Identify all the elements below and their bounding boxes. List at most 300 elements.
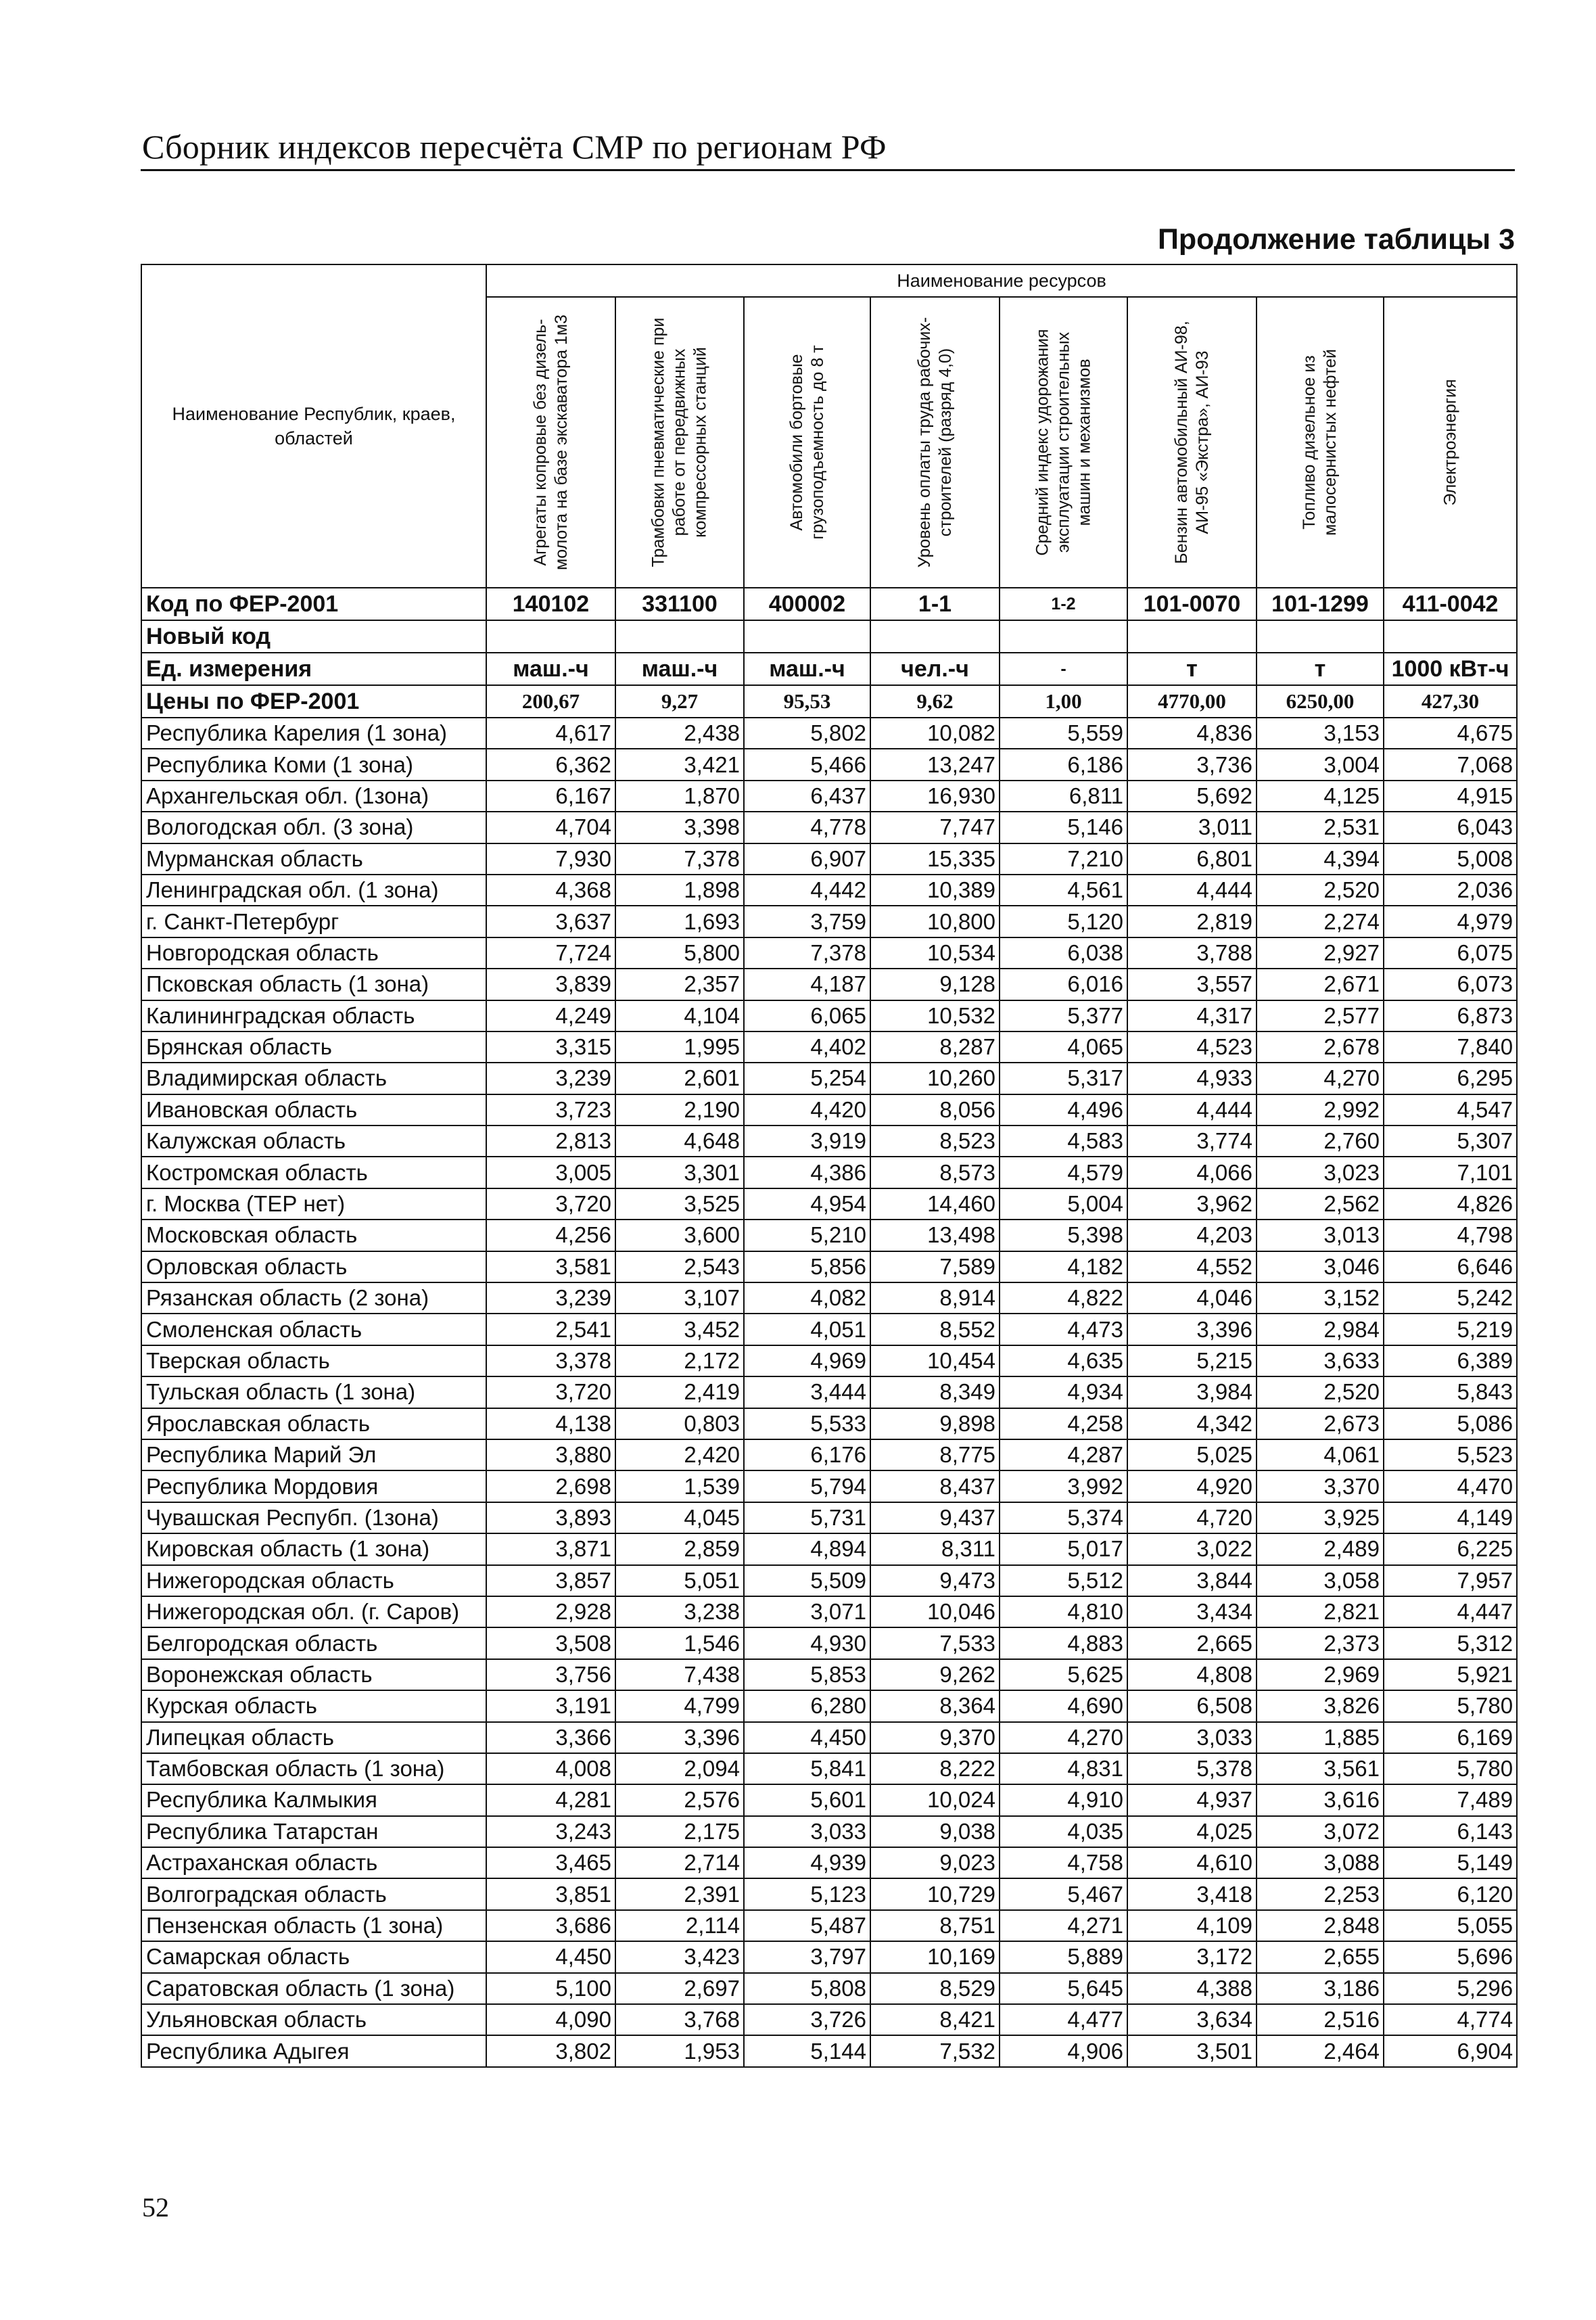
- index-value: 5,146: [1000, 812, 1127, 843]
- region-name: Брянская область: [141, 1031, 486, 1063]
- index-value: 4,933: [1127, 1063, 1257, 1094]
- index-value: 4,937: [1127, 1784, 1257, 1815]
- index-value: 4,920: [1127, 1470, 1257, 1502]
- table-row: [141, 937, 1517, 969]
- index-value: 1,546: [615, 1627, 744, 1658]
- index-value: 5,487: [744, 1910, 870, 1941]
- meta-cell: [1257, 620, 1384, 653]
- index-value: 6,169: [1384, 1722, 1517, 1753]
- index-value: 4,450: [744, 1722, 870, 1753]
- index-value: 3,774: [1127, 1126, 1257, 1157]
- index-value: 4,187: [744, 969, 870, 1000]
- index-value: 4,256: [486, 1220, 615, 1251]
- region-name: Тверская область: [141, 1345, 486, 1376]
- resources-group-header: Наименование ресурсов: [486, 264, 1517, 297]
- index-value: 3,616: [1257, 1784, 1384, 1815]
- region-name: Архангельская обл. (1зона): [141, 781, 486, 812]
- index-value: 7,840: [1384, 1031, 1517, 1063]
- index-value: 5,215: [1127, 1345, 1257, 1376]
- index-value: 10,169: [870, 1941, 1000, 1972]
- meta-cell: 101-1299: [1257, 588, 1384, 620]
- index-value: 4,270: [1000, 1722, 1127, 1753]
- index-value: 2,520: [1257, 875, 1384, 906]
- index-value: 2,175: [615, 1816, 744, 1847]
- meta-cell: [870, 620, 1000, 653]
- index-value: 3,191: [486, 1690, 615, 1721]
- index-value: 6,038: [1000, 937, 1127, 969]
- region-name: Калужская область: [141, 1126, 486, 1157]
- index-value: 3,851: [486, 1878, 615, 1909]
- index-value: 8,523: [870, 1126, 1000, 1157]
- index-value: 4,203: [1127, 1220, 1257, 1251]
- index-value: 3,633: [1257, 1345, 1384, 1376]
- index-value: 2,253: [1257, 1878, 1384, 1909]
- index-value: 4,066: [1127, 1157, 1257, 1188]
- header-rule: [141, 169, 1515, 171]
- index-value: 3,768: [615, 2004, 744, 2035]
- index-value: 3,797: [744, 1941, 870, 1972]
- index-value: 2,698: [486, 1470, 615, 1502]
- region-name: Нижегородская обл. (г. Саров): [141, 1596, 486, 1627]
- index-value: 2,813: [486, 1126, 615, 1157]
- table-row: [141, 1408, 1517, 1439]
- index-value: 1,539: [615, 1470, 744, 1502]
- index-value: 6,646: [1384, 1251, 1517, 1282]
- table-row: [141, 1722, 1517, 1753]
- index-value: 3,033: [744, 1816, 870, 1847]
- index-value: 5,800: [615, 937, 744, 969]
- index-value: 3,925: [1257, 1502, 1384, 1533]
- index-value: 4,799: [615, 1690, 744, 1721]
- index-value: 4,473: [1000, 1314, 1127, 1345]
- region-name: Пензенская область (1 зона): [141, 1910, 486, 1941]
- region-name: Смоленская область: [141, 1314, 486, 1345]
- index-value: 4,035: [1000, 1816, 1127, 1847]
- group-header-row: [141, 264, 1517, 297]
- column-header-label: Трамбовки пневматические при работе от передвижных компрессорных станций: [649, 317, 710, 567]
- index-value: 5,219: [1384, 1314, 1517, 1345]
- fer-code-row: [141, 588, 1517, 620]
- index-value: 4,109: [1127, 1910, 1257, 1941]
- index-value: 4,317: [1127, 1000, 1257, 1031]
- index-value: 9,262: [870, 1659, 1000, 1690]
- index-value: 7,378: [744, 937, 870, 969]
- index-value: 5,374: [1000, 1502, 1127, 1533]
- index-value: 5,889: [1000, 1941, 1127, 1972]
- index-value: 3,452: [615, 1314, 744, 1345]
- index-value: 4,368: [486, 875, 615, 906]
- index-value: 3,238: [615, 1596, 744, 1627]
- region-name: Белгородская область: [141, 1627, 486, 1658]
- index-value: 5,123: [744, 1878, 870, 1909]
- table-row: [141, 1000, 1517, 1031]
- index-value: 4,547: [1384, 1094, 1517, 1126]
- column-header-label: Средний индекс удорожания эксплуатации строительных машин и механизмов: [1033, 329, 1094, 556]
- index-value: 2,928: [486, 1596, 615, 1627]
- table-row: [141, 875, 1517, 906]
- index-value: 2,531: [1257, 812, 1384, 843]
- index-value: 7,378: [615, 843, 744, 875]
- index-value: 2,819: [1127, 906, 1257, 937]
- index-value: 10,389: [870, 875, 1000, 906]
- index-value: 4,420: [744, 1094, 870, 1126]
- index-value: 5,100: [486, 1973, 615, 2004]
- index-value: 2,114: [615, 1910, 744, 1941]
- index-value: 5,466: [744, 749, 870, 780]
- table-continuation-label: Продолжение таблицы 3: [1157, 223, 1515, 256]
- index-value: 3,759: [744, 906, 870, 937]
- index-value: 4,394: [1257, 843, 1384, 875]
- index-value: 2,821: [1257, 1596, 1384, 1627]
- index-value: 9,437: [870, 1502, 1000, 1533]
- meta-cell: 1000 кВт-ч: [1384, 653, 1517, 685]
- index-value: 3,893: [486, 1502, 615, 1533]
- table-row: [141, 1753, 1517, 1784]
- meta-cell: 101-0070: [1127, 588, 1257, 620]
- index-value: 4,444: [1127, 1094, 1257, 1126]
- column-header: [486, 297, 615, 588]
- index-value: 3,152: [1257, 1282, 1384, 1314]
- column-header-label: Топливо дизельное из малосернистых нефтей: [1300, 348, 1340, 536]
- region-name: Новгородская область: [141, 937, 486, 969]
- index-value: 4,008: [486, 1753, 615, 1784]
- index-value: 3,315: [486, 1031, 615, 1063]
- index-value: 2,543: [615, 1251, 744, 1282]
- index-value: 6,225: [1384, 1533, 1517, 1564]
- index-value: 4,826: [1384, 1188, 1517, 1220]
- index-value: 8,914: [870, 1282, 1000, 1314]
- table-row: [141, 1847, 1517, 1878]
- table-row: [141, 1345, 1517, 1376]
- index-value: 5,120: [1000, 906, 1127, 937]
- column-header: [1257, 297, 1384, 588]
- index-value: 3,720: [486, 1376, 615, 1408]
- index-value: 4,583: [1000, 1126, 1127, 1157]
- index-value: 2,190: [615, 1094, 744, 1126]
- table-row: [141, 1690, 1517, 1721]
- table-row: [141, 2004, 1517, 2035]
- index-value: 6,186: [1000, 749, 1127, 780]
- index-value: 3,871: [486, 1533, 615, 1564]
- index-value: 4,648: [615, 1126, 744, 1157]
- index-value: 5,843: [1384, 1376, 1517, 1408]
- index-value: 3,581: [486, 1251, 615, 1282]
- index-value: 4,675: [1384, 718, 1517, 749]
- index-value: 10,534: [870, 937, 1000, 969]
- index-value: 6,073: [1384, 969, 1517, 1000]
- meta-cell: [1127, 620, 1257, 653]
- region-name: Московская область: [141, 1220, 486, 1251]
- index-value: 3,726: [744, 2004, 870, 2035]
- meta-cell: 400002: [744, 588, 870, 620]
- index-value: 3,984: [1127, 1376, 1257, 1408]
- column-header-label: Бензин автомобильный АИ-98, АИ-95 «Экстра», АИ-93: [1171, 321, 1212, 564]
- meta-cell: -: [1000, 653, 1127, 685]
- index-value: 4,065: [1000, 1031, 1127, 1063]
- index-value: 2,601: [615, 1063, 744, 1094]
- index-value: 6,437: [744, 781, 870, 812]
- index-value: 2,541: [486, 1314, 615, 1345]
- index-value: 14,460: [870, 1188, 1000, 1220]
- index-value: 4,270: [1257, 1063, 1384, 1094]
- index-value: 5,055: [1384, 1910, 1517, 1941]
- index-value: 4,061: [1257, 1439, 1384, 1470]
- region-name: Волгоградская область: [141, 1878, 486, 1909]
- index-value: 3,023: [1257, 1157, 1384, 1188]
- index-value: 7,101: [1384, 1157, 1517, 1188]
- index-value: 3,418: [1127, 1878, 1257, 1909]
- index-value: 4,836: [1127, 718, 1257, 749]
- index-value: 7,589: [870, 1251, 1000, 1282]
- index-value: 2,714: [615, 1847, 744, 1878]
- meta-cell: маш.-ч: [486, 653, 615, 685]
- index-value: 9,473: [870, 1565, 1000, 1596]
- index-value: 5,296: [1384, 1973, 1517, 2004]
- index-value: 5,601: [744, 1784, 870, 1815]
- index-value: 2,373: [1257, 1627, 1384, 1658]
- table-row: [141, 843, 1517, 875]
- index-value: 5,921: [1384, 1659, 1517, 1690]
- region-name: Рязанская область (2 зона): [141, 1282, 486, 1314]
- index-value: 4,090: [486, 2004, 615, 2035]
- index-value: 5,025: [1127, 1439, 1257, 1470]
- meta-cell: 9,62: [870, 685, 1000, 718]
- index-value: 1,885: [1257, 1722, 1384, 1753]
- index-value: 3,107: [615, 1282, 744, 1314]
- index-value: 1,898: [615, 875, 744, 906]
- index-value: 3,301: [615, 1157, 744, 1188]
- region-name: Республика Коми (1 зона): [141, 749, 486, 780]
- index-value: 4,138: [486, 1408, 615, 1439]
- index-value: 3,802: [486, 2035, 615, 2066]
- index-value: 5,307: [1384, 1126, 1517, 1157]
- index-value: 3,465: [486, 1847, 615, 1878]
- index-value: 3,172: [1127, 1941, 1257, 1972]
- index-value: 2,655: [1257, 1941, 1384, 1972]
- index-value: 4,182: [1000, 1251, 1127, 1282]
- index-value: 3,880: [486, 1439, 615, 1470]
- index-value: 3,013: [1257, 1220, 1384, 1251]
- index-value: 3,239: [486, 1282, 615, 1314]
- index-value: 5,731: [744, 1502, 870, 1533]
- meta-cell: т: [1127, 653, 1257, 685]
- index-value: 9,898: [870, 1408, 1000, 1439]
- index-value: 5,467: [1000, 1878, 1127, 1909]
- index-value: 4,561: [1000, 875, 1127, 906]
- meta-cell: 1-2: [1000, 588, 1127, 620]
- column-header: [615, 297, 744, 588]
- index-value: 7,489: [1384, 1784, 1517, 1815]
- index-value: 3,557: [1127, 969, 1257, 1000]
- index-value: 4,883: [1000, 1627, 1127, 1658]
- table-row: [141, 1376, 1517, 1408]
- index-value: 3,839: [486, 969, 615, 1000]
- index-value: 4,104: [615, 1000, 744, 1031]
- index-value: 5,780: [1384, 1753, 1517, 1784]
- index-value: 2,438: [615, 718, 744, 749]
- index-value: 4,969: [744, 1345, 870, 1376]
- index-value: 5,242: [1384, 1282, 1517, 1314]
- index-value: 4,939: [744, 1847, 870, 1878]
- region-name: Ульяновская область: [141, 2004, 486, 2035]
- index-value: 1,995: [615, 1031, 744, 1063]
- index-value: 4,758: [1000, 1847, 1127, 1878]
- meta-cell: 1-1: [870, 588, 1000, 620]
- index-value: 2,094: [615, 1753, 744, 1784]
- index-value: 3,637: [486, 906, 615, 937]
- index-value: 5,523: [1384, 1439, 1517, 1470]
- table-row: [141, 781, 1517, 812]
- index-value: 3,022: [1127, 1533, 1257, 1564]
- table-row: [141, 1878, 1517, 1909]
- index-value: 4,979: [1384, 906, 1517, 937]
- column-header: [1000, 297, 1127, 588]
- index-value: 3,153: [1257, 718, 1384, 749]
- index-value: 2,419: [615, 1376, 744, 1408]
- index-value: 7,957: [1384, 1565, 1517, 1596]
- table-row: [141, 1094, 1517, 1126]
- index-value: 5,377: [1000, 1000, 1127, 1031]
- index-value: 3,071: [744, 1596, 870, 1627]
- index-value: 4,444: [1127, 875, 1257, 906]
- meta-cell: 427,30: [1384, 685, 1517, 718]
- index-value: 4,579: [1000, 1157, 1127, 1188]
- page-number: 52: [142, 2192, 169, 2223]
- index-value: 6,065: [744, 1000, 870, 1031]
- meta-cell: 9,27: [615, 685, 744, 718]
- index-value: 3,508: [486, 1627, 615, 1658]
- index-value: 4,635: [1000, 1345, 1127, 1376]
- meta-cell: 200,67: [486, 685, 615, 718]
- index-value: 5,808: [744, 1973, 870, 2004]
- table-row: [141, 1941, 1517, 1972]
- index-value: 4,258: [1000, 1408, 1127, 1439]
- index-value: 2,927: [1257, 937, 1384, 969]
- region-name: Республика Марий Эл: [141, 1439, 486, 1470]
- index-value: 4,287: [1000, 1439, 1127, 1470]
- table-row: [141, 969, 1517, 1000]
- index-value: 1,870: [615, 781, 744, 812]
- index-value: 4,470: [1384, 1470, 1517, 1502]
- table-row: [141, 1126, 1517, 1157]
- page-header-title: Сборник индексов пересчёта СМР по регионам РФ: [142, 128, 887, 166]
- table-row: [141, 1565, 1517, 1596]
- table-row: [141, 1502, 1517, 1533]
- index-value: 5,004: [1000, 1188, 1127, 1220]
- table-row: [141, 749, 1517, 780]
- column-header: [1384, 297, 1517, 588]
- index-value: 4,915: [1384, 781, 1517, 812]
- region-name: Калининградская область: [141, 1000, 486, 1031]
- index-value: 9,370: [870, 1722, 1000, 1753]
- index-value: 2,036: [1384, 875, 1517, 906]
- index-value: 4,082: [744, 1282, 870, 1314]
- region-name: Курская область: [141, 1690, 486, 1721]
- table-row: [141, 1220, 1517, 1251]
- table-row: [141, 1439, 1517, 1470]
- index-value: 3,072: [1257, 1816, 1384, 1847]
- region-name: Ярославская область: [141, 1408, 486, 1439]
- region-name: Тамбовская область (1 зона): [141, 1753, 486, 1784]
- index-value: 9,128: [870, 969, 1000, 1000]
- index-value: 8,349: [870, 1376, 1000, 1408]
- index-value: 10,454: [870, 1345, 1000, 1376]
- index-value: 6,904: [1384, 2035, 1517, 2066]
- index-value: 2,760: [1257, 1126, 1384, 1157]
- index-value: 3,736: [1127, 749, 1257, 780]
- index-value: 3,396: [1127, 1314, 1257, 1345]
- column-header: [1127, 297, 1257, 588]
- index-value: 2,848: [1257, 1910, 1384, 1941]
- index-value: 4,045: [615, 1502, 744, 1533]
- table-row: [141, 1031, 1517, 1063]
- index-value: 2,697: [615, 1973, 744, 2004]
- index-value: 2,274: [1257, 906, 1384, 937]
- price-row: [141, 685, 1517, 718]
- index-value: 10,260: [870, 1063, 1000, 1094]
- index-value: 4,778: [744, 812, 870, 843]
- region-name: Саратовская область (1 зона): [141, 1973, 486, 2004]
- index-value: 4,450: [486, 1941, 615, 1972]
- index-value: 4,690: [1000, 1690, 1127, 1721]
- index-value: 4,477: [1000, 2004, 1127, 2035]
- index-value: 3,011: [1127, 812, 1257, 843]
- index-value: 0,803: [615, 1408, 744, 1439]
- index-value: 6,043: [1384, 812, 1517, 843]
- table-row: [141, 812, 1517, 843]
- index-value: 3,844: [1127, 1565, 1257, 1596]
- meta-cell: [615, 620, 744, 653]
- new-code-row: [141, 620, 1517, 653]
- index-value: 5,317: [1000, 1063, 1127, 1094]
- index-value: 5,625: [1000, 1659, 1127, 1690]
- table-row: [141, 1533, 1517, 1564]
- index-value: 7,724: [486, 937, 615, 969]
- index-value: 6,508: [1127, 1690, 1257, 1721]
- index-value: 2,420: [615, 1439, 744, 1470]
- index-value: 6,120: [1384, 1878, 1517, 1909]
- column-header-label: Автомобили бортовые грузоподъемность до 8 т: [787, 345, 827, 540]
- index-value: 4,025: [1127, 1816, 1257, 1847]
- meta-cell: [1000, 620, 1127, 653]
- meta-cell: 4770,00: [1127, 685, 1257, 718]
- region-name: Орловская область: [141, 1251, 486, 1282]
- index-value: 6,907: [744, 843, 870, 875]
- region-name: Самарская область: [141, 1941, 486, 1972]
- index-value: 4,402: [744, 1031, 870, 1063]
- index-value: 4,831: [1000, 1753, 1127, 1784]
- meta-cell: 6250,00: [1257, 685, 1384, 718]
- index-value: 3,857: [486, 1565, 615, 1596]
- index-value: 4,342: [1127, 1408, 1257, 1439]
- table-row: [141, 906, 1517, 937]
- index-value: 4,125: [1257, 781, 1384, 812]
- index-value: 8,437: [870, 1470, 1000, 1502]
- index-value: 3,962: [1127, 1188, 1257, 1220]
- table-row: [141, 1157, 1517, 1188]
- index-value: 2,520: [1257, 1376, 1384, 1408]
- index-value: 4,934: [1000, 1376, 1127, 1408]
- index-value: 4,046: [1127, 1282, 1257, 1314]
- table-row: [141, 1627, 1517, 1658]
- index-value: 4,523: [1127, 1031, 1257, 1063]
- index-value: 16,930: [870, 781, 1000, 812]
- column-header-label: Электроэнергия: [1440, 379, 1460, 506]
- index-value: 5,017: [1000, 1533, 1127, 1564]
- index-value: 5,533: [744, 1408, 870, 1439]
- index-value: 4,774: [1384, 2004, 1517, 2035]
- index-value: 4,822: [1000, 1282, 1127, 1314]
